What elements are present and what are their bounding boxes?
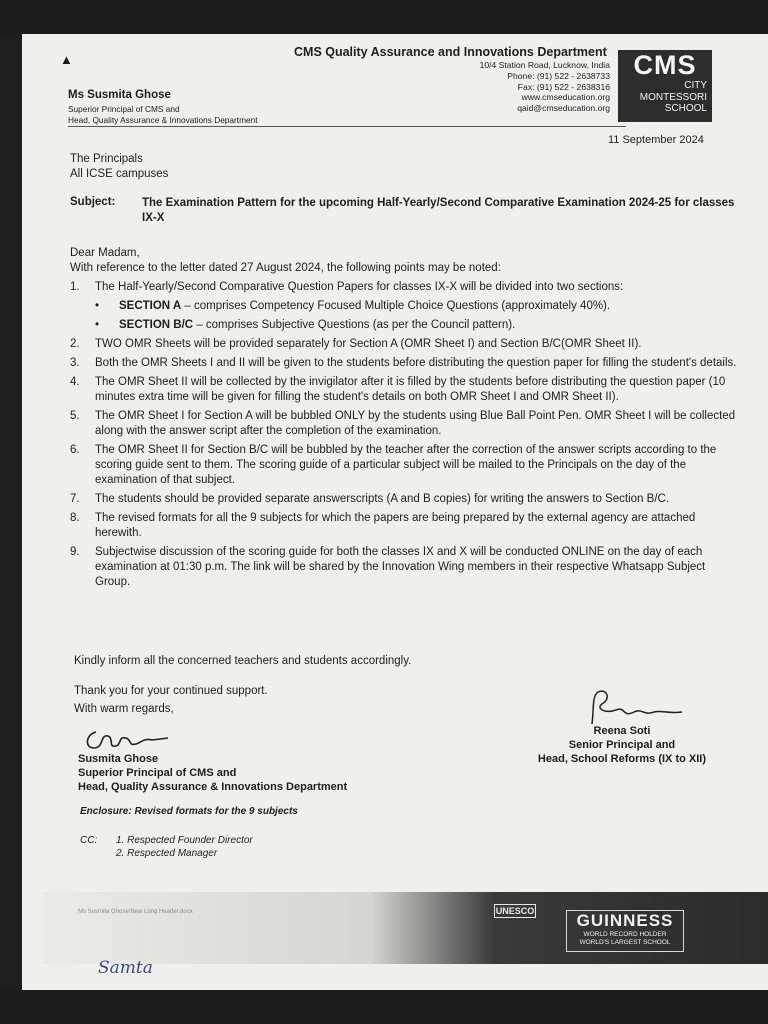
point-4 [70,375,738,405]
section-desc: – comprises Competency Focused Multiple Choice Questions (approximately 40%). [181,300,611,312]
signature-reena-soti [582,688,692,728]
point-number: 4. [70,376,80,388]
email-line: qaid@cmseducation.org [517,103,610,114]
unesco-emblem [494,904,536,956]
fax-line: Fax: (91) 522 - 2638316 [517,81,610,92]
signature-susmita-ghose [82,726,172,754]
closing-regards: With warm regards, [74,703,174,715]
point-7 [70,492,738,507]
point-text: Subjectwise discussion of the scoring guide for both the classes IX and X will be conducted ONLINE on the day of each examination at 01:30 p.m. The link will be shared by the Innovation Wing members in their respective Whatsapp Subject Group. [95,546,706,588]
letter-date: 11 September 2024 [608,134,704,146]
point-number: 6. [70,444,80,456]
cms-logo [618,50,712,122]
recipient-line-2: All ICSE campuses [70,168,169,180]
photo-background-bottom [0,990,768,1024]
bullet-icon: • [95,300,100,312]
recipient-line-1: The Principals [70,153,143,165]
point-8 [70,511,738,541]
logo-line-school: SCHOOL [664,103,707,114]
point-number: 2. [70,338,80,350]
section-bc-bullet [70,318,738,333]
bullet-text [119,299,610,314]
header-divider [68,126,626,127]
point-text: The students should be provided separate answerscripts (A and B copies) for writing the answers to Section B/C. [95,493,670,505]
letter-body [70,246,738,590]
enclosure-note: Enclosure: Revised formats for the 9 subjects [80,806,298,817]
logo-line-montessori: MONTESSORI [639,91,707,103]
point-text: The revised formats for all the 9 subjects for which the papers are being prepared by the external agency are attached herewith. [95,512,696,539]
point-number: 8. [70,512,80,524]
cc-block [80,834,253,859]
photo-background-top [0,0,768,34]
phone-line: Phone: (91) 522 - 2638733 [507,70,610,81]
point-number: 7. [70,493,80,505]
address-block [480,60,610,114]
footer-file-path: Ms Susmita Ghose\New Long Header.docx [78,909,193,915]
cc-item: 2. Respected Manager [116,848,218,859]
guinness-title: GUINNESS [576,911,674,930]
section-desc: – comprises Subjective Questions (as per the Council pattern). [193,319,516,331]
closing-thanks: Thank you for your continued support. [74,685,268,697]
intro-paragraph: With reference to the letter dated 27 August 2024, the following points may be noted: [70,262,501,274]
sender-role-line-2: Head, Quality Assurance & Innovations Department [68,114,258,125]
guinness-badge [566,910,684,952]
website-line: www.cmseducation.org [521,92,610,103]
logo-line-city: CITY [684,80,707,91]
cc-item: 1. Respected Founder Director [116,835,253,846]
sender-role [68,104,258,125]
point-text: The OMR Sheet II will be collected by the invigilator after it is filled by the students before distributing the question paper (10 minutes extra time will be given for filling the student's details on both OMR Sheet I and OMR Sheet II). [95,376,726,403]
letter-page [22,34,768,992]
point-number: 5. [70,410,80,422]
point-5 [70,409,738,439]
sender-name: Ms Susmita Ghose [68,89,171,101]
bullet-icon: • [95,319,100,331]
department-title: CMS Quality Assurance and Innovations Department [294,45,607,59]
point-number: 3. [70,357,80,369]
signatory-left-name: Susmita Ghose [78,753,159,765]
point-3 [70,356,738,371]
point-6 [70,443,738,488]
bullet-text [119,318,515,333]
logo-abbr: CMS [633,50,697,80]
signatory-right-role-1: Senior Principal and [568,739,676,751]
signatory-left [78,752,347,794]
subject-text: The Examination Pattern for the upcoming Half-Yearly/Second Comparative Examination 2024-25 for classes IX-X [142,197,735,224]
point-text: The OMR Sheet II for Section B/C will be bubbled by the teacher after the correction of the answer scripts according to the scoring guide sent to them. The scoring guide of a particular subject will be mailed to the Principals on the day of the examination of that subject. [95,444,717,486]
greeting: Dear Madam, [70,247,140,259]
signatory-right [538,724,706,766]
signatory-left-role-1: Superior Principal of CMS and [78,767,237,779]
unesco-logo: UNESCO [495,906,535,916]
section-name: SECTION B/C [119,319,194,331]
point-text: Both the OMR Sheets I and II will be given to the students before distributing the question paper for filling the student's details. [95,357,737,369]
cc-list [116,834,253,860]
point-number: 9. [70,546,80,558]
signatory-left-role-2: Head, Quality Assurance & Innovations Department [78,781,348,793]
handwritten-note: Samta [98,958,153,978]
section-a-bullet [70,299,738,314]
guinness-line-2: WORLD'S LARGEST SCHOOL [579,939,671,946]
signatory-right-role-2: Head, School Reforms (IX to XII) [537,753,706,765]
point-9 [70,545,738,590]
corner-mark-icon: ▲ [60,52,73,67]
recipient-block [70,152,168,182]
guinness-line-1: WORLD RECORD HOLDER [583,931,667,938]
point-2 [70,337,738,352]
cc-label: CC: [80,835,98,846]
point-text: The OMR Sheet I for Section A will be bubbled ONLY by the students using Blue Ball Point Pen. OMR Sheet I will be collected along with the answer script after the completion of the examination. [95,410,736,437]
point-number: 1. [70,281,80,293]
subject-label: Subject: [70,196,116,208]
point-text: TWO OMR Sheets will be provided separately for Section A (OMR Sheet I) and Section B/C(OMR Sheet II). [95,338,642,350]
section-name: SECTION A [119,300,182,312]
sender-role-line-1: Superior Principal of CMS and [68,104,180,114]
point-1 [70,280,738,295]
point-text: The Half-Yearly/Second Comparative Question Papers for classes IX-X will be divided into two sections: [95,281,624,293]
closing-inform: Kindly inform all the concerned teachers and students accordingly. [74,655,412,667]
signatory-right-name: Reena Soti [593,725,651,737]
address-line: 10/4 Station Road, Lucknow, India [479,60,610,70]
